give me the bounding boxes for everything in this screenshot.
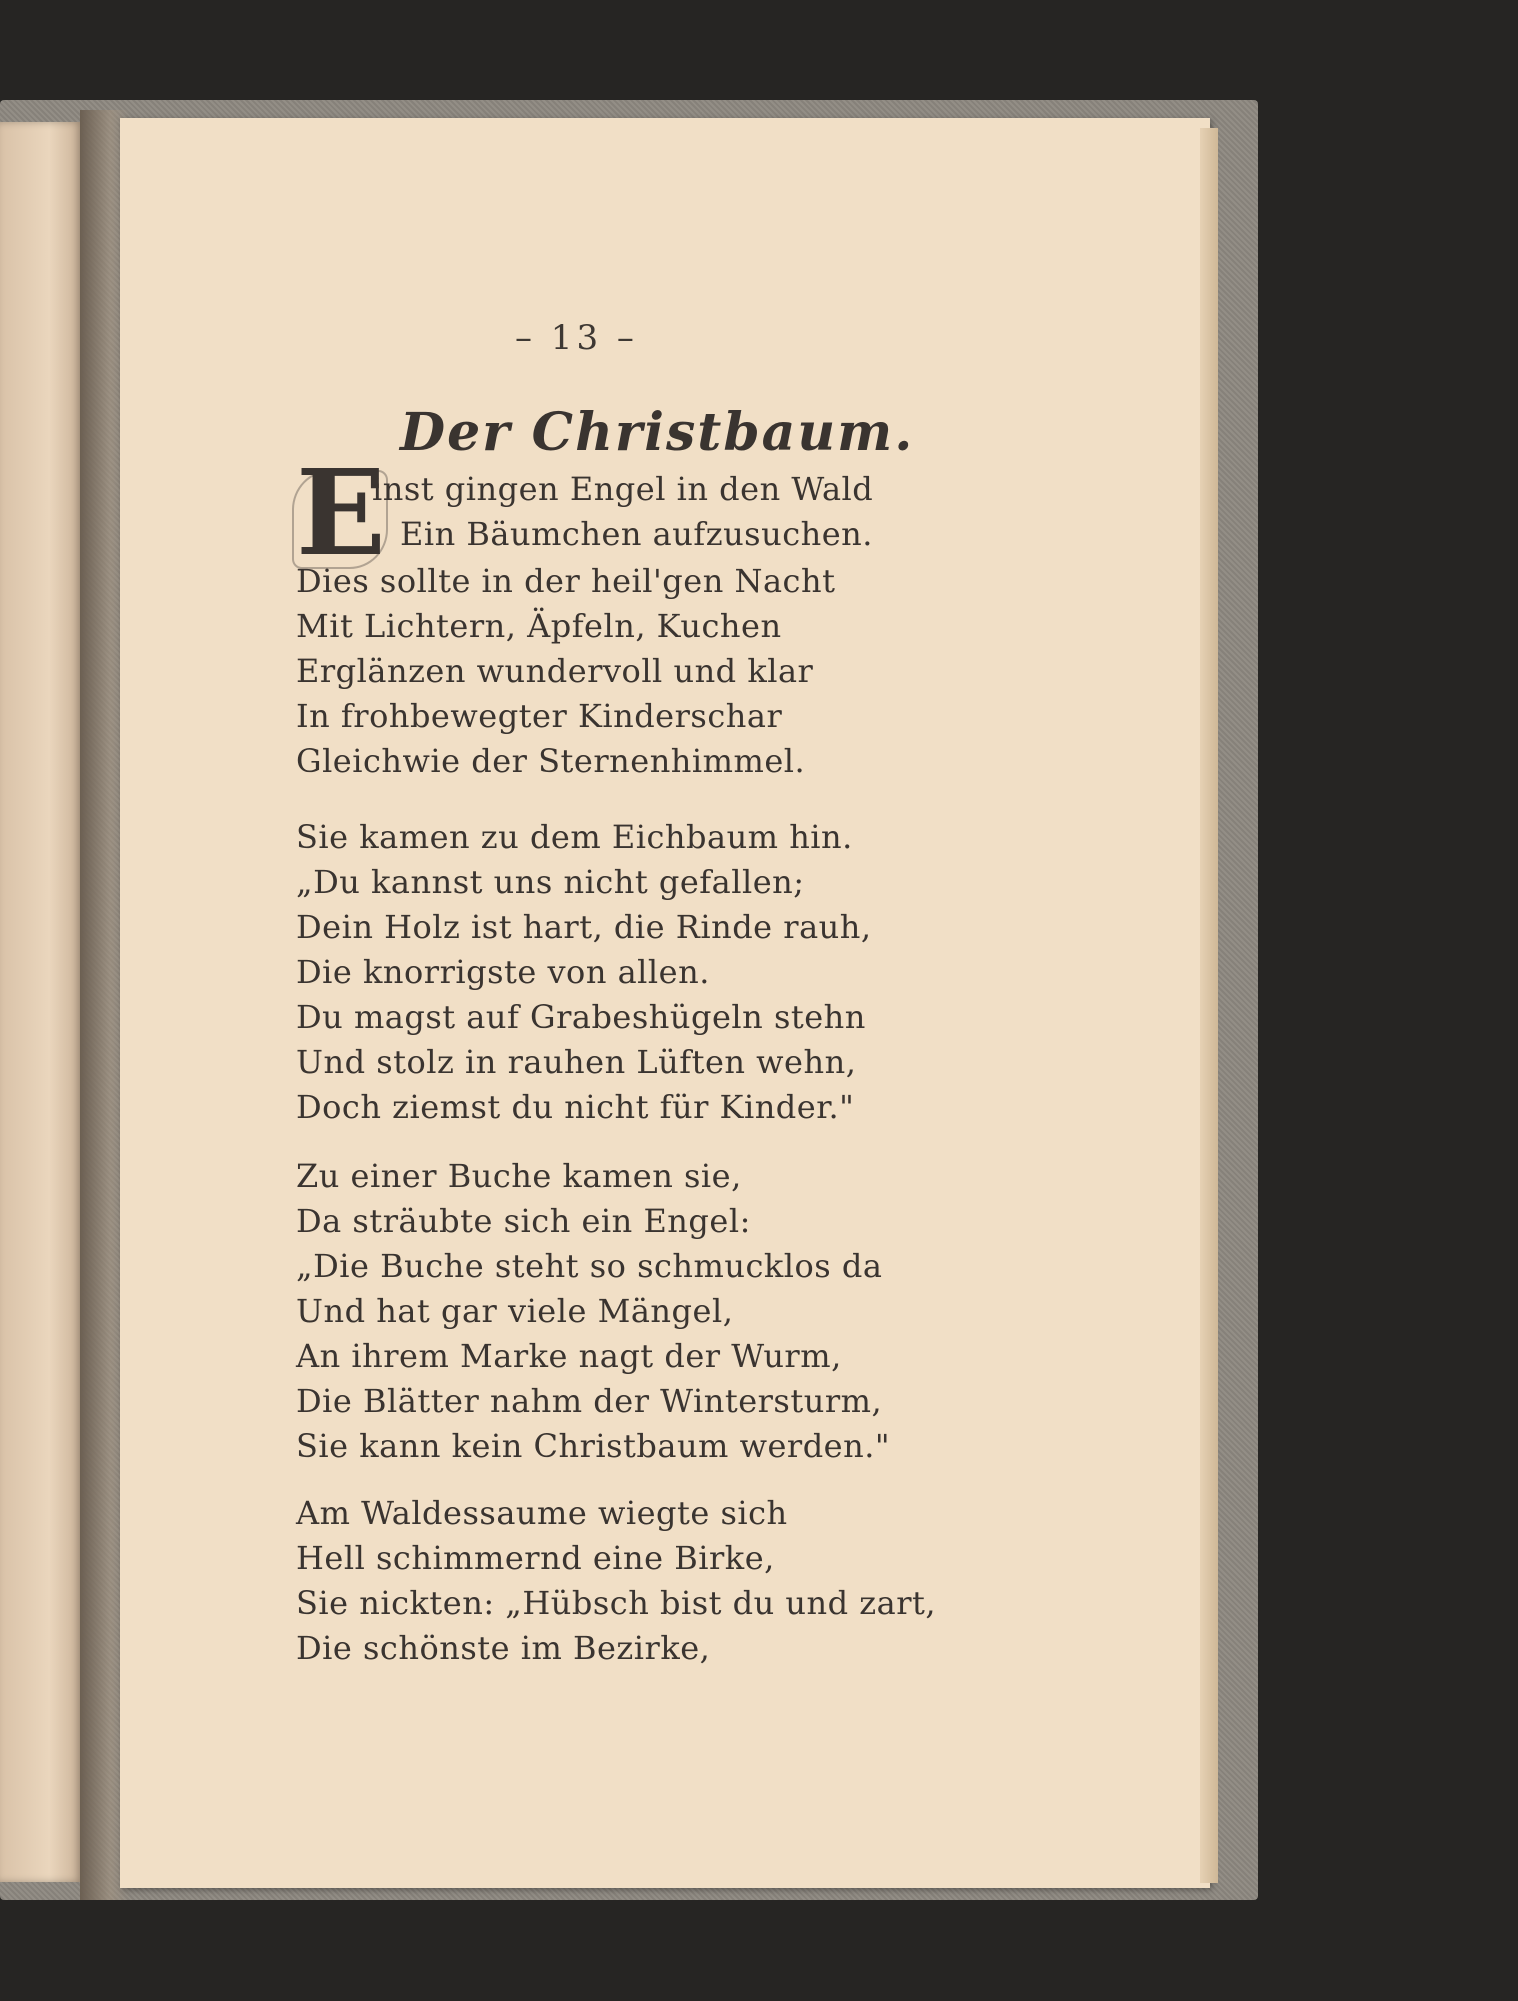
poem-line: Erglänzen wundervoll und klar [296,652,814,690]
poem-line: „Die Buche steht so schmucklos da [296,1247,883,1285]
poem-line: inst gingen Engel in den Wald [372,470,874,508]
poem-line: Und stolz in rauhen Lüften wehn, [296,1043,857,1081]
poem-line: Ein Bäumchen aufzusuchen. [400,515,873,553]
poem-line: Hell schimmernd eine Birke, [296,1539,775,1577]
poem-line: Die Blätter nahm der Wintersturm, [296,1382,883,1420]
poem-line: Dein Holz ist hart, die Rinde rauh, [296,908,872,946]
poem-line: An ihrem Marke nagt der Wurm, [296,1337,842,1375]
poem-line: Doch ziemst du nicht für Kinder." [296,1088,855,1126]
page-edge [1200,128,1218,1883]
poem-line: Am Waldessaume wiegte sich [296,1494,788,1532]
poem-title: Der Christbaum. [400,402,915,463]
drop-cap: E [296,443,386,582]
poem-line: „Du kannst uns nicht gefallen; [296,863,805,901]
poem-line: Du magst auf Grabeshügeln stehn [296,998,866,1036]
poem-line: Sie nickten: „Hübsch bist du und zart, [296,1584,937,1622]
poem-line: In frohbewegter Kinderschar [296,697,783,735]
poem-line: Zu einer Buche kamen sie, [296,1157,742,1195]
poem-line: Sie kann kein Christbaum werden." [296,1427,891,1465]
poem-line: Die schönste im Bezirke, [296,1629,711,1667]
page-number: – 13 – [515,318,638,358]
poem-line: Gleichwie der Sternenhimmel. [296,742,806,780]
poem-line: Die knorrigste von allen. [296,953,710,991]
poem-line: Sie kamen zu dem Eichbaum hin. [296,818,853,856]
poem-line: Und hat gar viele Mängel, [296,1292,734,1330]
poem-line: Da sträubte sich ein Engel: [296,1202,751,1240]
left-facing-page [0,122,82,1882]
poem-line: Dies sollte in der heil'gen Nacht [296,562,836,600]
poem-line: Mit Lichtern, Äpfeln, Kuchen [296,607,782,645]
